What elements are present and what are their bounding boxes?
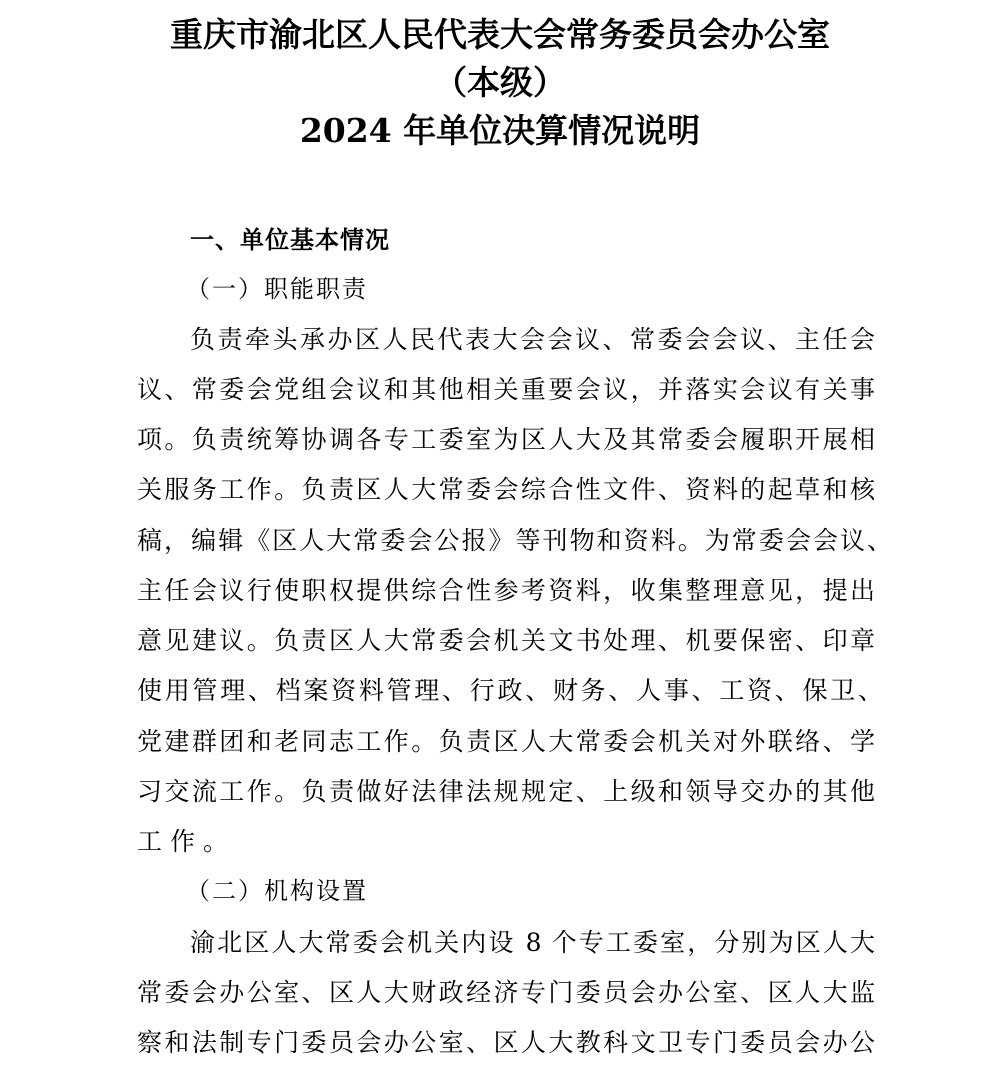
paragraph-line: 负责牵头承办区人民代表大会会议、常委会会议、主任会 — [190, 325, 875, 354]
doc-title-line2: （本级） — [434, 63, 566, 102]
paragraph-line: 议、常委会党组会议和其他相关重要会议，并落实会议有关事 — [137, 375, 875, 404]
paragraph-line: 常委会办公室、区人大财政经济专门委员会办公室、区人大监 — [137, 978, 875, 1007]
doc-title-line1: 重庆市渝北区人民代表大会常务委员会办公室 — [170, 15, 830, 54]
paragraph-line: 使用管理、档案资料管理、行政、财务、人事、工资、保卫、 — [137, 676, 883, 705]
paragraph-line: 项。负责统筹协调各专工委室为区人大及其常委会履职开展相 — [137, 425, 875, 454]
paragraph-line: 渝北区人大常委会机关内设 8 个专工委室，分别为区人大 — [190, 928, 875, 957]
doc-title-line3: 2024 年单位决算情况说明 — [299, 111, 701, 150]
paragraph-line: 主任会议行使职权提供综合性参考资料，收集整理意见，提出 — [137, 576, 875, 605]
paragraph-line: 关服务工作。负责区人大常委会综合性文件、资料的起草和核 — [137, 475, 875, 504]
paragraph-line: 稿，编辑《区人大常委会公报》等刊物和资料。为常委会会议、 — [137, 526, 892, 555]
subsection-heading: （一）职能职责 — [186, 275, 368, 303]
paragraph-line: 党建群团和老同志工作。负责区人大常委会机关对外联络、学 — [137, 727, 875, 756]
section-heading: 一、单位基本情况 — [190, 225, 390, 254]
paragraph-line: 意见建议。负责区人大常委会机关文书处理、机要保密、印章 — [137, 626, 875, 655]
paragraph-line: 察和法制专门委员会办公室、区人大教科文卫专门委员会办公 — [137, 1028, 875, 1057]
paragraph-line: 习交流工作。负责做好法律法规规定、上级和领导交办的其他 — [137, 777, 875, 806]
paragraph-line: 工作。 — [137, 827, 237, 856]
subsection-heading: （二）机构设置 — [186, 877, 368, 905]
